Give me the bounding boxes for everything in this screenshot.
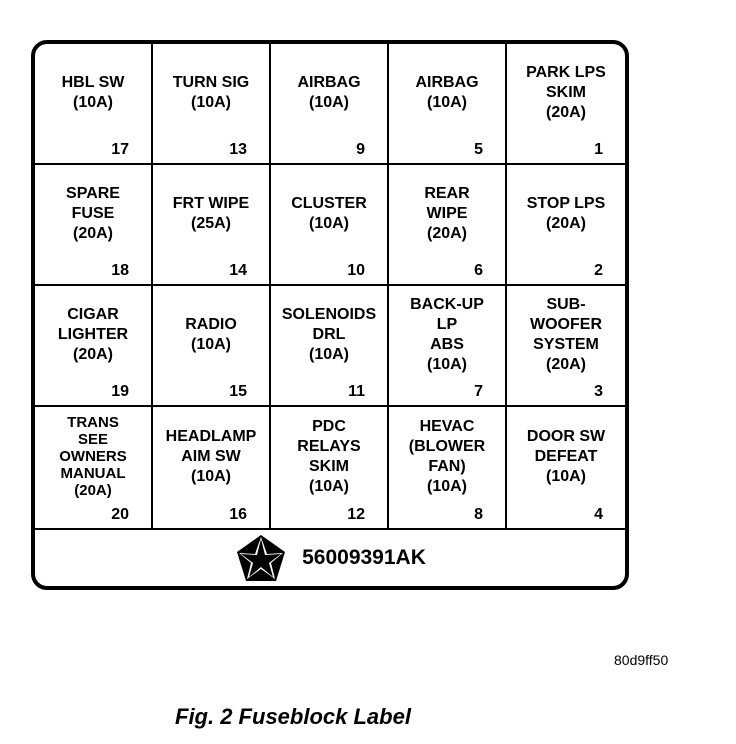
fuse-cell bbox=[389, 165, 507, 286]
fuse-cell bbox=[507, 44, 625, 165]
fuse-name: SPARE FUSE (20A) bbox=[66, 184, 120, 242]
fuse-number: 14 bbox=[229, 262, 247, 279]
fuse-name: CLUSTER (10A) bbox=[291, 194, 367, 232]
fuse-number: 20 bbox=[111, 506, 129, 523]
fuse-name: HEVAC (BLOWER FAN) (10A) bbox=[408, 417, 486, 495]
fuse-name: TRANS SEE OWNERS MANUAL (20A) bbox=[59, 414, 127, 499]
fuse-cell bbox=[271, 44, 389, 165]
part-number: 56009391AK bbox=[302, 546, 426, 569]
fuse-name: PDC RELAYS SKIM (10A) bbox=[297, 417, 361, 495]
fuse-number: 12 bbox=[347, 506, 365, 523]
fuse-cell bbox=[153, 165, 271, 286]
fuse-number: 13 bbox=[229, 141, 247, 158]
fuse-name: FRT WIPE (25A) bbox=[172, 194, 250, 232]
fuse-number: 7 bbox=[474, 383, 483, 400]
fuse-cell bbox=[153, 286, 271, 407]
fuse-name: HBL SW (10A) bbox=[61, 73, 125, 111]
fuse-name: CIGAR LIGHTER (20A) bbox=[57, 305, 129, 363]
figure-caption: Fig. 2 Fuseblock Label bbox=[175, 704, 411, 729]
fuse-name: HEADLAMP AIM SW (10A) bbox=[165, 427, 257, 485]
fuse-name: AIRBAG (10A) bbox=[415, 73, 479, 111]
fuse-number: 17 bbox=[111, 141, 129, 158]
fuse-cell bbox=[35, 407, 153, 528]
fuse-number: 6 bbox=[474, 262, 483, 279]
fuse-cell bbox=[389, 44, 507, 165]
fuse-cell bbox=[35, 286, 153, 407]
fuse-cell bbox=[153, 44, 271, 165]
fuse-cell bbox=[507, 165, 625, 286]
fuse-name: REAR WIPE (20A) bbox=[424, 184, 470, 242]
fuse-cell bbox=[271, 407, 389, 528]
fuse-number: 18 bbox=[111, 262, 129, 279]
fuse-cell bbox=[153, 407, 271, 528]
fuse-cell bbox=[389, 286, 507, 407]
fuseblock-label bbox=[31, 40, 629, 590]
fuse-cell bbox=[271, 286, 389, 407]
fuse-name: BACK-UP LP ABS (10A) bbox=[410, 295, 484, 373]
fuse-number: 5 bbox=[474, 141, 483, 158]
fuse-name: SUB- WOOFER SYSTEM (20A) bbox=[530, 295, 602, 373]
fuse-name: RADIO (10A) bbox=[185, 315, 237, 353]
fuse-name: DOOR SW DEFEAT (10A) bbox=[526, 427, 606, 485]
fuse-cell bbox=[507, 286, 625, 407]
image-code: 80d9ff50 bbox=[614, 652, 669, 668]
fuse-name: TURN SIG (10A) bbox=[172, 73, 250, 111]
fuse-number: 19 bbox=[111, 383, 129, 400]
fuse-cell bbox=[271, 165, 389, 286]
fuse-name: STOP LPS (20A) bbox=[526, 194, 606, 232]
label-footer bbox=[35, 528, 625, 586]
fuse-number: 11 bbox=[348, 383, 365, 400]
fuse-number: 15 bbox=[229, 383, 247, 400]
pentastar-icon bbox=[234, 533, 288, 583]
fuse-cell bbox=[507, 407, 625, 528]
fuse-number: 8 bbox=[474, 506, 483, 523]
fuse-cell bbox=[35, 44, 153, 165]
fuse-name: AIRBAG (10A) bbox=[297, 73, 361, 111]
fuse-number: 9 bbox=[356, 141, 365, 158]
fuse-number: 2 bbox=[594, 262, 603, 279]
fuse-name: PARK LPS SKIM (20A) bbox=[526, 63, 606, 121]
fuse-name: SOLENOIDS DRL (10A) bbox=[281, 305, 377, 363]
fuse-number: 10 bbox=[347, 262, 365, 279]
fuse-number: 4 bbox=[594, 506, 603, 523]
fuse-cell bbox=[35, 165, 153, 286]
fuse-cell bbox=[389, 407, 507, 528]
fuse-grid bbox=[35, 44, 625, 528]
fuse-number: 1 bbox=[594, 141, 603, 158]
fuse-number: 16 bbox=[229, 506, 247, 523]
fuse-number: 3 bbox=[594, 383, 603, 400]
